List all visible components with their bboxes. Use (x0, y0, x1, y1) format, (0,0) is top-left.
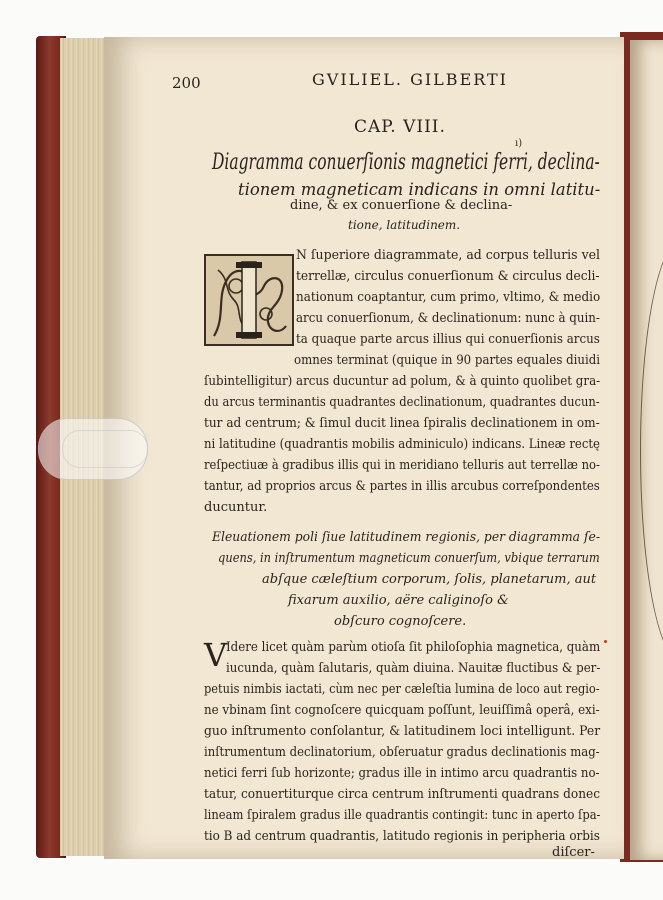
initial-v: V (204, 636, 228, 674)
body-line: ne vbinam ſint cognoſcere quicquam poſſunt, leuiſſimâ operâ, exi- (204, 703, 600, 718)
body-line: petuis nimbis iactati, cùm nec per cæleſtia lumina de loco aut regio- (204, 682, 600, 697)
body-line: ta quaque parte arcus illius qui conuerſionis arcus (296, 332, 600, 347)
chapter-title-line: Diagramma conuerſionis magnetici ferri, declina- (212, 150, 600, 175)
body-line: iucunda, quàm ſalutaris, quàm diuina. Nauitæ fluctibus & per- (226, 661, 601, 676)
catchword: diſcer- (552, 845, 595, 860)
body-line: guo inſtrumento conſolantur, & latitudinem loci intelligunt. Per (204, 724, 601, 739)
body-line: nationum coaptantur, cum primo, vltimo, & medio (296, 290, 601, 305)
chapter-title-line: tionem magneticam indicans in omni latitu- (238, 180, 601, 200)
body-line: reſpectiuæ à gradibus illis qui in meridiano telluris aut terrellæ no- (204, 458, 600, 473)
chapter-number: CAP. VIII. (354, 117, 446, 137)
page-number: 200 (172, 74, 201, 92)
body-line: omnes terminat (quique in 90 partes equales diuidi (294, 353, 601, 368)
body-line: du arcus terminantis quadrantes declinationum, quadrantes ducun- (204, 395, 600, 410)
summary-line: obſcuro cognoſcere. (334, 614, 467, 629)
body-line: terrellæ, circulus conuerſionum & circulus decli- (296, 269, 600, 284)
running-head: GVILIEL. GILBERTI (312, 70, 508, 89)
chapter-title-line: dine, & ex conuerſione & declina- (290, 198, 513, 213)
body-line: netici ferri ſub horizonte; gradus ille in intimo arcu quadrantis no- (204, 766, 600, 781)
summary-line: quens, in inſtrumentum magneticum conuerſum, vbique terrarum (218, 551, 600, 566)
body-line: tantur, ad proprios arcus & partes in illis arcubus correſpondentes (204, 479, 600, 494)
ink-mark: ı) (515, 138, 523, 149)
body-line: lineam ſpiralem gradus ille quadrantis contingit: tunc in aperto ſpa- (204, 808, 601, 823)
page-clip-inner (62, 430, 148, 468)
body-line: inſtrumentum declinatorium, obſeruatur gradus declinationis mag- (204, 745, 600, 760)
body-line: tio B ad centrum quadrantis, latitudo regionis in peripheria orbis (204, 829, 600, 844)
body-line: Idere licet quàm parùm otioſa ſit philoſophia magnetica, quàm (226, 640, 601, 655)
decorated-initial-i (204, 254, 294, 346)
summary-line: Eleuationem poli ſiue latitudinem regionis, per diagramma ſe- (212, 530, 601, 545)
body-line: N ſuperiore diagrammate, ad corpus telluris vel (296, 248, 601, 263)
red-mark (604, 640, 607, 643)
body-line: ducuntur. (204, 500, 268, 515)
body-line: ni latitudine (quadrantis mobilis adminiculo) indicans. Lineæ rectę (204, 437, 600, 452)
chapter-title-line: tione, latitudinem. (348, 218, 461, 232)
body-line: tur ad centrum; & ſimul ducit linea ſpiralis declinationem in om- (204, 416, 600, 431)
body-line: arcu conuerſionum, & declinationum: nunc à quin- (296, 311, 600, 326)
summary-line: abſque cæleſtium corporum, ſolis, planetarum, aut (262, 572, 597, 587)
body-line: tatur, conuertiturque circa centrum inſtrumenti quadrans donec (204, 787, 601, 802)
body-line: ſubintelligitur) arcus ducuntur ad polum, & à quinto quolibet gra- (204, 374, 601, 389)
summary-line: fixarum auxilio, aëre caliginoſo & (288, 593, 509, 608)
